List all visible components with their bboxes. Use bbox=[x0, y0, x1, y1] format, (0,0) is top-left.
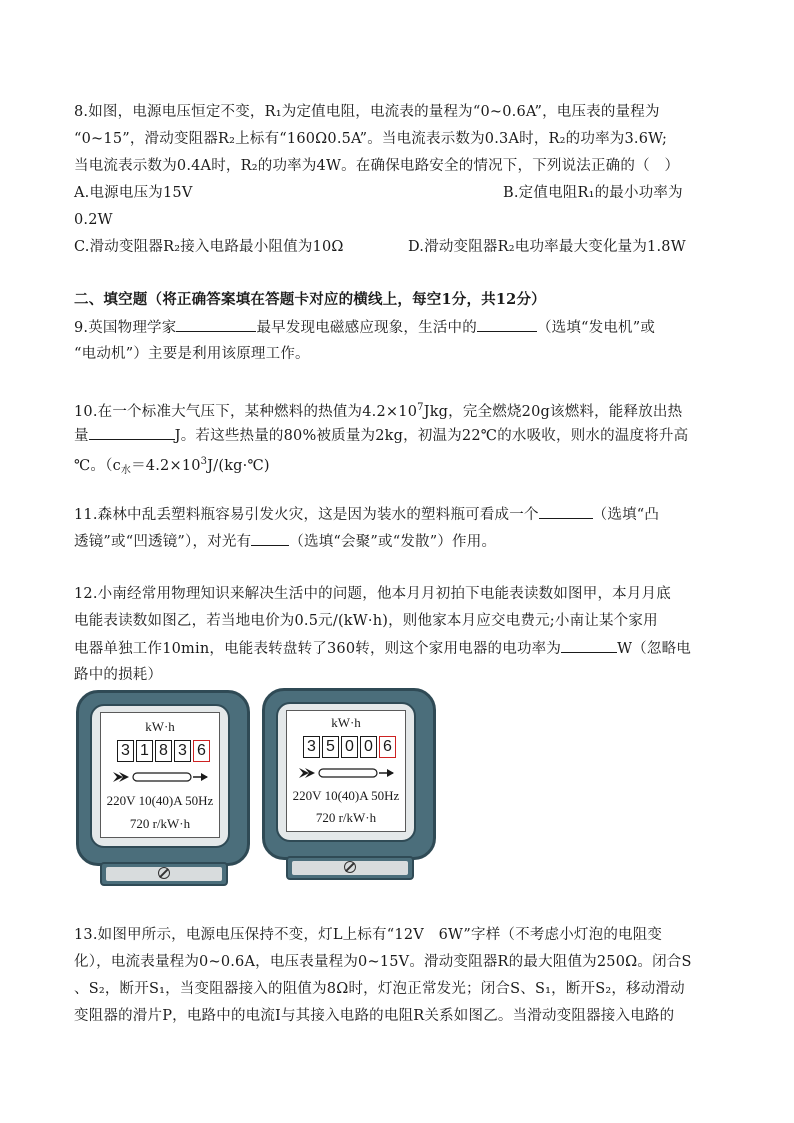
meter-a-rev: 720 r/kW·h bbox=[129, 816, 191, 831]
meter-b-digit-1: 3 bbox=[303, 736, 320, 758]
q13-line3: 、S₂，断开S₁，当变阻器接入的阻值为8Ω时，灯泡正常发光；闭合S、S₁，断开S₂，移动滑动 bbox=[74, 981, 685, 997]
meter-a-terminal-box bbox=[100, 862, 228, 886]
q8-option-b: B.定值电阻R₁的最小功率为 bbox=[503, 185, 683, 201]
meter-a-digit-5: 6 bbox=[193, 740, 210, 762]
q12-line2: 电能表读数如图乙，若当地电价为0.5元/(kW·h)，则他家本月应交电费元;小南让某个家用 bbox=[74, 613, 658, 629]
electric-meter-a bbox=[76, 690, 250, 890]
q9-text-b: 最早发现电磁感应现象，生活中的 bbox=[256, 320, 477, 336]
meter-a-digit-2: 1 bbox=[136, 740, 153, 762]
meter-a-spec: 220V 10(40)A 50Hz bbox=[106, 793, 214, 808]
q10-line1 bbox=[74, 398, 682, 422]
meter-b-spec: 220V 10(40)A 50Hz bbox=[292, 788, 400, 803]
meter-b-unit: kW·h bbox=[331, 715, 361, 730]
meter-b-digit-2: 5 bbox=[322, 736, 339, 758]
meter-b-rev: 720 r/kW·h bbox=[315, 810, 377, 825]
q12-blank-1[interactable] bbox=[561, 638, 617, 653]
q12-line4: 路中的损耗） bbox=[74, 667, 163, 683]
q10-text-b: Jkg，完全燃烧20g该燃料，能释放出热 bbox=[423, 404, 683, 420]
q8-option-d: D.滑动变阻器R₂电功率最大变化量为1.8W bbox=[408, 239, 686, 255]
q10-blank-1[interactable] bbox=[89, 425, 175, 440]
meter-b-digit-5: 6 bbox=[379, 736, 396, 758]
q9-line1 bbox=[74, 317, 655, 338]
q10-text-d: J。若这些热量的80%被质量为2kg，初温为22℃的水吸收，则水的温度将升高 bbox=[174, 428, 689, 444]
meter-a-face bbox=[100, 712, 220, 838]
q10-text-c: 量 bbox=[74, 428, 89, 444]
q10-line2 bbox=[74, 425, 688, 446]
meter-b-face bbox=[286, 710, 406, 832]
meter-a-screw-icon bbox=[158, 867, 170, 879]
q11-text-b: （选填“凸 bbox=[592, 507, 660, 523]
q12-line1: 12.小南经常用物理知识来解决生活中的问题，他本月月初拍下电能表读数如图甲，本月月底 bbox=[74, 586, 671, 602]
meter-b-digit-3: 0 bbox=[341, 736, 358, 758]
meter-a-rotor-arrow-icon bbox=[113, 769, 209, 785]
meter-b-screw-icon bbox=[344, 861, 356, 873]
meter-a-panel bbox=[90, 704, 230, 848]
q11-text-c: 透镜”或“凹透镜”），对光有 bbox=[74, 534, 252, 550]
meter-a-digit-3: 8 bbox=[155, 740, 172, 762]
q11-blank-1[interactable] bbox=[539, 504, 593, 519]
q12-line3 bbox=[74, 638, 691, 659]
q10-sup-7: 7 bbox=[417, 402, 424, 413]
q13-line1: 13.如图甲所示，电源电压保持不变，灯L上标有“12V 6W”字样（不考虑小灯泡的电阻变 bbox=[74, 927, 663, 943]
electric-meter-b bbox=[262, 688, 436, 888]
q8-option-b-cont: 0.2W bbox=[74, 212, 113, 228]
q11-text-d: （选填“会聚”或“发散”）作用。 bbox=[289, 534, 497, 550]
q13-line4: 变阻器的滑片P，电路中的电流I与其接入电路的电阻R关系如图乙。当滑动变阻器接入电路的 bbox=[74, 1008, 675, 1024]
meter-a-digits bbox=[117, 740, 212, 762]
meter-a-digit-1: 3 bbox=[117, 740, 134, 762]
meter-a-digit-4: 3 bbox=[174, 740, 191, 762]
q11-line1 bbox=[74, 504, 659, 525]
q10-text-g: J/(kg·℃) bbox=[207, 458, 270, 474]
q12-text-b: W（忽略电 bbox=[617, 641, 691, 657]
q13-line2: 化），电流表量程为0~0.6A，电压表量程为0~15V。滑动变阻器R的最大阻值为250Ω。闭合S bbox=[74, 954, 692, 970]
q8-line1: 8.如图，电源电压恒定不变，R₁为定值电阻，电流表的量程为“0~0.6A”，电压表的量程为 bbox=[74, 104, 660, 120]
q10-sub-water: 水 bbox=[120, 465, 132, 476]
q10-text-e: ℃。（c bbox=[74, 458, 121, 474]
q9-line2: “电动机”）主要是利用该原理工作。 bbox=[74, 346, 310, 362]
q10-line3 bbox=[74, 452, 270, 481]
q8-option-a: A.电源电压为15V bbox=[74, 185, 193, 201]
q8-option-c: C.滑动变阻器R₂接入电路最小阻值为10Ω bbox=[74, 239, 344, 255]
q11-blank-2[interactable] bbox=[251, 531, 289, 546]
section2-title: 二、填空题（将正确答案填在答题卡对应的横线上，每空1分，共12分） bbox=[74, 291, 546, 308]
q12-text-a: 电器单独工作10min，电能表转盘转了360转，则这个家用电器的电功率为 bbox=[74, 641, 562, 657]
q11-text-a: 11.森林中乱丢塑料瓶容易引发火灾，这是因为装水的塑料瓶可看成一个 bbox=[74, 507, 539, 523]
q9-blank-1[interactable] bbox=[176, 317, 256, 332]
q11-line2 bbox=[74, 531, 496, 552]
q10-sup-3: 3 bbox=[200, 456, 208, 467]
q10-text-f: ＝4.2×10 bbox=[131, 458, 201, 474]
q10-text-a: 10.在一个标准大气压下，某种燃料的热值为4.2×10 bbox=[74, 404, 418, 420]
meter-b-rotor-arrow-icon bbox=[299, 765, 395, 781]
q8-line3: 当电流表示数为0.4A时，R₂的功率为4W。在确保电路安全的情况下，下列说法正确的（ ） bbox=[74, 158, 680, 174]
meter-b-digits bbox=[303, 736, 398, 758]
q8-line2: “0~15”，滑动变阻器R₂上标有“160Ω0.5A”。当电流表示数为0.3A时，R₂的功率为3.6W; bbox=[74, 131, 668, 147]
meter-b-terminal-box bbox=[286, 856, 414, 880]
q9-text-a: 9.英国物理学家 bbox=[74, 320, 177, 336]
meter-b-panel bbox=[276, 702, 416, 842]
q9-text-c: （选填“发电机”或 bbox=[536, 320, 656, 336]
meter-a-unit: kW·h bbox=[145, 719, 175, 734]
q9-blank-2[interactable] bbox=[477, 317, 537, 332]
meter-b-digit-4: 0 bbox=[360, 736, 377, 758]
